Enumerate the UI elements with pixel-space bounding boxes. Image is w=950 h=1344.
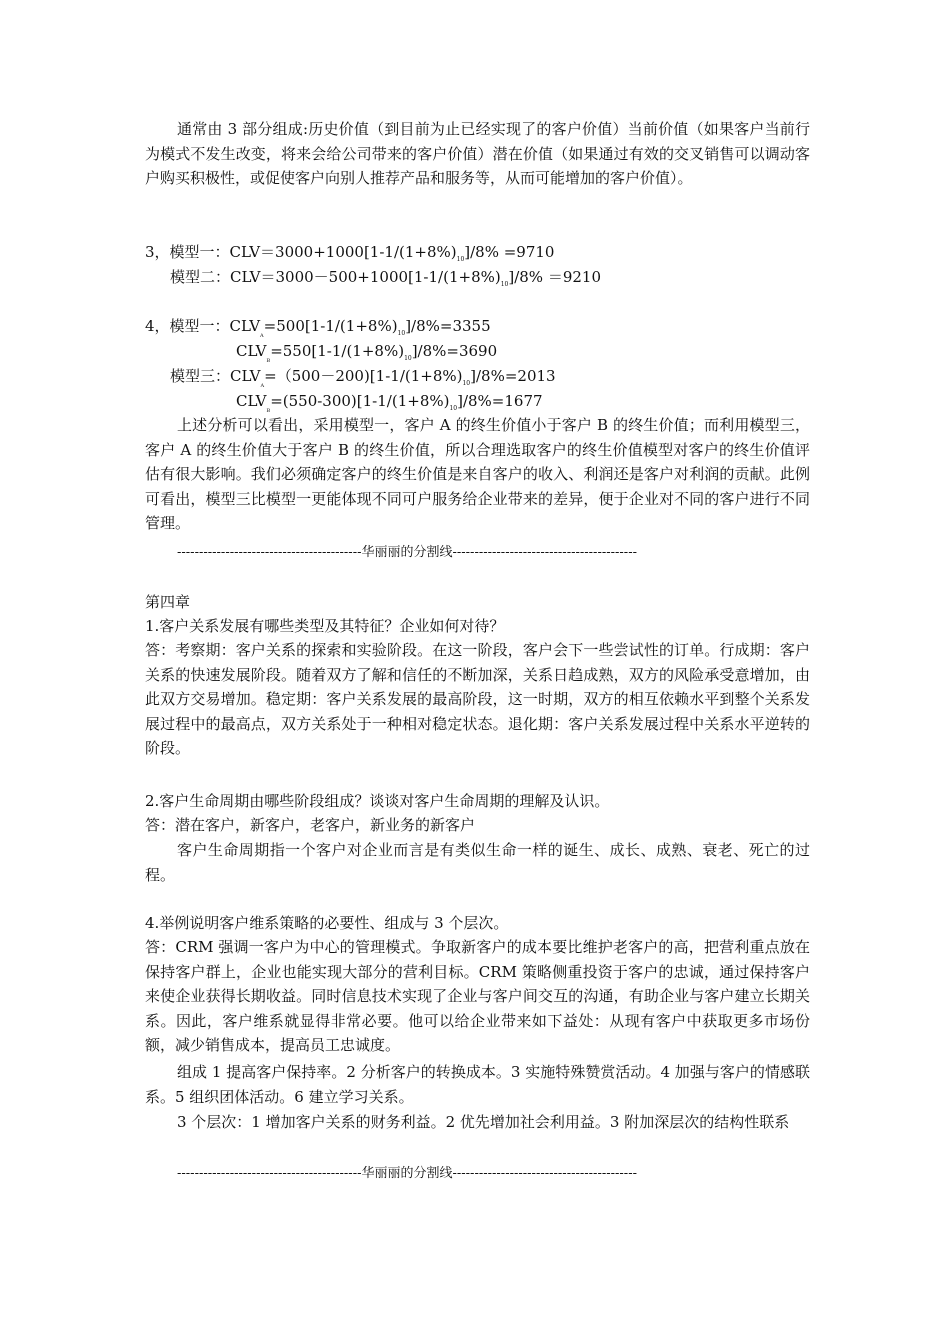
paragraph-analysis: 上述分析可以看出，采用模型一，客户 A 的终生价值小于客户 B 的终生价值；而利用模型三，客户 A 的终生价值大于客户 B 的终生价值，所以合理选取客户的终生价值模型对客户的终生价值评估有很大影响。我们必须确定客户的终生价值是来自客户的收入、利润还是客户对利润的贡献。此例可看出，模型三比模型一更能体现不同可户服务给企业带来的差异，便于企业对不同的客户进行不同管理。: [145, 416, 810, 532]
formula-label: CLV: [236, 392, 267, 410]
subscript: B: [266, 358, 271, 364]
formula-result: ]/8%=3690: [411, 342, 498, 360]
answer-4-necessity: 答：CRM 强调一客户为中心的管理模式。争取新客户的成本要比维护老客户的高，把营利重点放在保持客户群上，企业也能实现大部分的营利目标。CRM 策略侧重投资于客户的忠诚，通过保持客户来使企业获得长期收益。同时信息技术实现了企业与客户间交互的沟通，有助企业与客户建立长期关系。因此，客户维系就显得非常必要。他可以给企业带来如下益处：从现有客户中获取更多市场份额，减少销售成本，提高员工忠诚度。: [145, 938, 810, 1054]
formula-text: =550[1-1/(1+8%): [270, 342, 405, 360]
question-4: 4.举例说明客户维系策略的必要性、组成与 3 个层次。: [145, 914, 509, 932]
formula-text: =（500－200)[1-1/(1+8%): [264, 367, 463, 385]
chapter-heading: 第四章: [145, 593, 191, 611]
formula-result: ]/8%=3355: [405, 317, 491, 335]
divider-line: ------------------------------------------华丽丽的分割线------------------------------------------: [177, 545, 637, 560]
formula-label: 模型三：CLV: [170, 367, 261, 385]
exponent: 10: [397, 330, 406, 337]
formula-result: ]/8%=1677: [457, 392, 543, 410]
subscript: B: [266, 408, 271, 414]
exponent: 10: [456, 256, 465, 263]
formula-text: 3，模型一：CLV＝3000+1000[1-1/(1+8%): [145, 243, 457, 261]
q3-model-two: [170, 267, 601, 295]
subscript: A: [260, 383, 265, 389]
exponent: 10: [404, 355, 412, 362]
formula-label: CLV: [236, 342, 267, 360]
formula-label: 4，模型一：CLV: [145, 317, 261, 335]
answer-1: 答：考察期：客户关系的探索和实验阶段。在这一阶段，客户会下一些尝试性的订单。行成期：客户关系的快速发展阶段。随着双方了解和信任的不断加深，关系日趋成熟，双方的风险承受意增加，由此双方交易增加。稳定期：客户关系发展的最高阶段，这一时期，双方的相互依赖水平到整个关系发展过程中的最高点，双方关系处于一种相对稳定状态。退化期：客户关系发展过程中关系水平逆转的阶段。: [145, 641, 810, 757]
question-1: 1.客户关系发展有哪些类型及其特征？企业如何对待？: [145, 617, 505, 635]
subscript: A: [260, 333, 264, 339]
q3-model-one: [145, 242, 554, 270]
formula-text: =500[1-1/(1+8%): [263, 317, 398, 335]
q4-model-three-a: [170, 366, 556, 394]
answer-2-explanation: 客户生命周期指一个客户对企业而言是有类似生命一样的诞生、成长、成熟、衰老、死亡的过程。: [145, 841, 810, 884]
formula-result: ]/8% =9710: [464, 243, 555, 261]
q4-model-one-a: [145, 316, 491, 344]
formula-text: 模型二：CLV＝3000－500+1000[1-1/(1+8%): [170, 268, 501, 286]
formula-result: ]/8%=2013: [470, 367, 556, 385]
question-2: 2.客户生命周期由哪些阶段组成？谈谈对客户生命周期的理解及认识。: [145, 792, 610, 810]
answer-2-stages: 答：潜在客户，新客户，老客户，新业务的新客户: [145, 816, 476, 834]
q4-model-one-b: [236, 341, 497, 369]
exponent: 10: [462, 380, 471, 387]
answer-4-levels: 3 个层次：1 增加客户关系的财务利益。2 优先增加社会利用益。3 附加深层次的结构性联系: [177, 1113, 790, 1131]
exponent: 10: [500, 281, 509, 288]
exponent: 10: [449, 405, 458, 412]
formula-text: =(550-300)[1-1/(1+8%): [270, 392, 450, 410]
answer-4-components: 组成 1 提高客户保持率。2 分析客户的转换成本。3 实施特殊赞赏活动。4 加强与客户的情感联系。5 组织团体活动。6 建立学习关系。: [145, 1063, 810, 1106]
paragraph-value-components: 通常由 3 部分组成:历史价值（到目前为止已经实现了的客户价值）当前价值（如果客户当前行为模式不发生改变，将来会给公司带来的客户价值）潜在价值（如果通过有效的交叉销售可以调动客户购买积极性，或促使客户向别人推荐产品和服务等，从而可能增加的客户价值）。: [145, 120, 810, 187]
formula-result: ]/8% ＝9210: [508, 268, 602, 286]
divider-line: ------------------------------------------华丽丽的分割线------------------------------------------: [177, 1166, 637, 1181]
